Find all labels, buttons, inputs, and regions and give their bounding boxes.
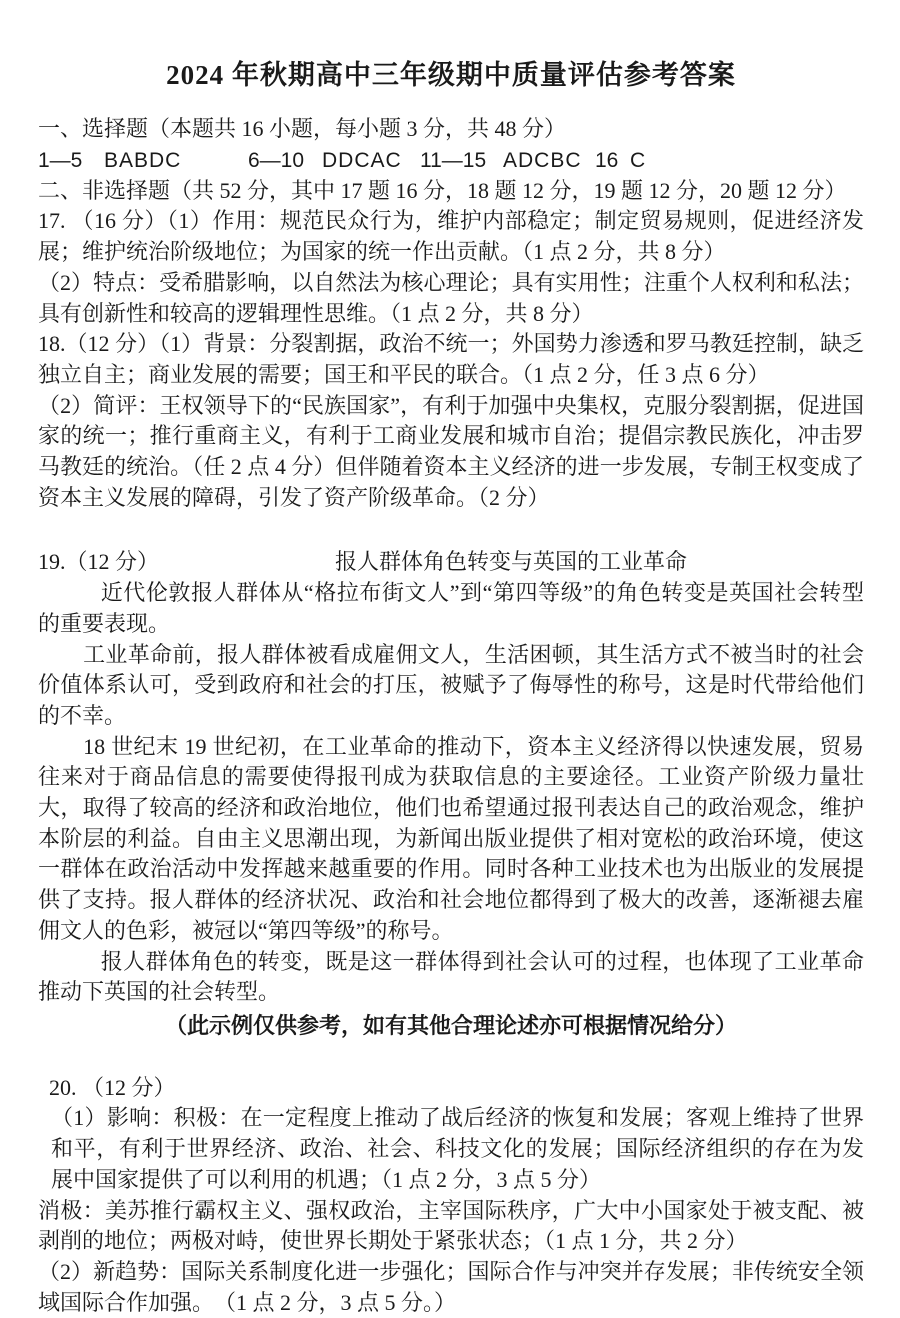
q20-answer-part1-negative: 消极：美苏推行霸权主义、强权政治，主宰国际秩序，广大中小国家处于被支配、被剥削的地位；两极对峙，使世界长期处于紧张状态；（1 点 1 分，共 2 分） <box>38 1197 864 1254</box>
answer-letters-16: C <box>630 148 647 172</box>
q19-heading-row <box>38 547 864 578</box>
choice-answer-row <box>38 145 864 176</box>
q18-answer-part1: 18.（12 分）（1）背景：分裂割据，政治不统一；外国势力渗透和罗马教廷控制，缺乏独立自主；商业发展的需要；国王和平民的联合。（1 点 2 分，任 3 点 6 分） <box>38 331 864 387</box>
choice-section-header: 一、选择题（本题共 16 小题，每小题 3 分，共 48 分） <box>38 116 567 141</box>
answer-range-16: 16 <box>595 148 619 172</box>
q20-number: 20. （12 分） <box>49 1074 176 1100</box>
q20-answer-part2: （2）新趋势：国际关系制度化进一步强化；国际合作与冲突并存发展；非传统安全领域国际合作加强。 （1 点 2 分，3 点 5 分。） <box>38 1258 864 1315</box>
q17-answer-part2: （2）特点：受希腊影响，以自然法为核心理论；具有实用性；注重个人权利和私法；具有创新性和较高的逻辑理性思维。（1 点 2 分，共 8 分） <box>38 269 864 326</box>
page-title: 2024 年秋期高中三年级期中质量评估参考答案 <box>166 60 736 90</box>
answer-range-11-15: 11—15 <box>420 148 487 172</box>
q19-number: 19.（12 分） <box>38 549 160 575</box>
q19-essay-paragraph-2: 工业革命前，报人群体被看成雇佣文人，生活困顿，其生活方式不被当时的社会价值体系认可，受到政府和社会的打压，被赋予了侮辱性的称号，这是时代带给他们的不幸。 <box>38 641 864 728</box>
q19-grading-note: （此示例仅供参考，如有其他合理论述亦可根据情况给分） <box>164 1012 737 1038</box>
answer-letters-11-15: ADCBC <box>503 148 582 172</box>
q19-essay-title: 报人群体角色转变与英国的工业革命 <box>334 549 687 575</box>
nonchoice-section-header: 二、非选择题（共 52 分，其中 17 题 16 分，18 题 12 分，19 题 12 分，20 题 12 分） <box>38 177 847 203</box>
answer-range-6-10: 6—10 <box>248 148 305 172</box>
q19-essay-paragraph-4: 报人群体角色的转变，既是这一群体得到社会认可的过程，也体现了工业革命推动下英国的社会转型。 <box>38 948 864 1005</box>
answer-letters-6-10: DDCAC <box>322 148 402 172</box>
q19-essay-paragraph-3: 18 世纪末 19 世纪初，在工业革命的推动下，资本主义经济得以快速发展，贸易往来对于商品信息的需要使得报刊成为获取信息的主要途径。工业资产阶级力量壮大，取得了较高的经济和政治地位，他们也希望通过报刊表达自己的政治观念，维护本阶层的利益。自由主义思潮出现，为新闻出版业提供了相对宽松的政治环境，使这一群体在政治活动中发挥越来越重要的作用。同时各种工业技术也为出版业的发展提供了支持。报人群体的经济状况、政治和社会地位都得到了极大的改善，逐渐褪去雇佣文人的色彩，被冠以“第四等级”的称号。 <box>38 733 864 943</box>
q20-answer-part1-positive: （1）影响：积极：在一定程度上推动了战后经济的恢复和发展；客观上维持了世界和平，有利于世界经济、政治、社会、科技文化的发展；国际经济组织的存在为发展中国家提供了可以利用的机遇；（1 点 2 分，3 点 5 分） <box>51 1105 864 1192</box>
answer-range-1-5: 1—5 <box>38 148 83 172</box>
q17-answer-part1: 17. （16 分）（1）作用：规范民众行为，维护内部稳定；制定贸易规则，促进经济发展；维护统治阶级地位；为国家的统一作出贡献。（1 点 2 分，共 8 分） <box>38 208 864 265</box>
q18-answer-part2: （2）简评：王权领导下的“民族国家”，有利于加强中央集权，克服分裂割据，促进国家的统一；推行重商主义，有利于工商业发展和城市自治；提倡宗教民族化，冲击罗马教廷的统治。（任 2 点 4 分）但伴随着资本主义经济的进一步发展，专制王权变成了资本主义发展的障碍，引发了资产阶级革命。（2 分） <box>38 392 864 510</box>
answer-letters-1-5: BABDC <box>104 148 182 172</box>
q19-essay-paragraph-1: 近代伦敦报人群体从“格拉布街文人”到“第四等级”的角色转变是英国社会转型的重要表现。 <box>38 580 864 636</box>
